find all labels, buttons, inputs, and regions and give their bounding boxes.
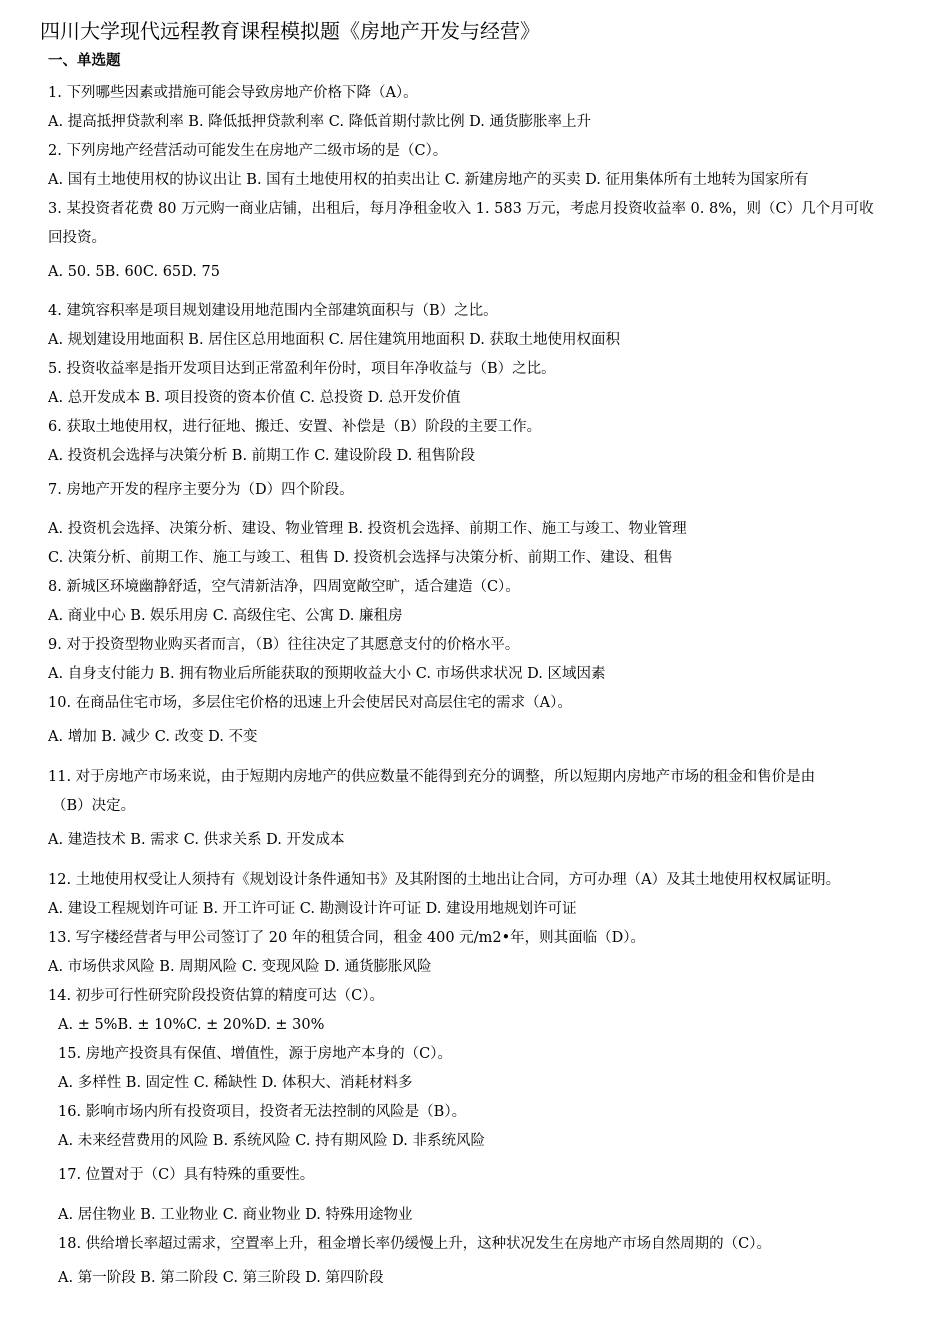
options-8: A. 商业中心 B. 娱乐用房 C. 高级住宅、公寓 D. 廉租房 (48, 608, 403, 624)
question-14: 14. 初步可行性研究阶段投资估算的精度可达（C）。 (48, 988, 385, 1004)
question-9: 9. 对于投资型物业购买者而言，（B）往往决定了其愿意支付的价格水平。 (48, 637, 520, 653)
question-17: 17. 位置对于（C）具有特殊的重要性。 (58, 1167, 315, 1183)
question-11: 11. 对于房地产市场来说，由于短期内房地产的供应数量不能得到充分的调整，所以短期内房地产市场的租金和售价是由 (48, 769, 816, 785)
options-4: A. 规划建设用地面积 B. 居住区总用地面积 C. 居住建筑用地面积 D. 获取土地使用权面积 (48, 332, 621, 348)
question-13: 13. 写字楼经营者与甲公司签订了 20 年的租赁合同，租金 400 元/m2•年，则其面临（D）。 (48, 930, 646, 946)
question-3: 3. 某投资者花费 80 万元购一商业店铺，出租后，每月净租金收入 1. 583 万元，考虑月投资收益率 0. 8%，则（C）几个月可收 (48, 201, 874, 217)
options-12: A. 建设工程规划许可证 B. 开工许可证 C. 勘测设计许可证 D. 建设用地规划许可证 (48, 901, 577, 917)
options-15: A. 多样性 B. 固定性 C. 稀缺性 D. 体积大、消耗材料多 (58, 1075, 413, 1091)
options-9: A. 自身支付能力 B. 拥有物业后所能获取的预期收益大小 C. 市场供求状况 D. 区域因素 (48, 666, 606, 682)
question-15: 15. 房地产投资具有保值、增值性，源于房地产本身的（C）。 (58, 1046, 453, 1062)
options-2: A. 国有土地使用权的协议出让 B. 国有土地使用权的拍卖出让 C. 新建房地产的买卖 D. 征用集体所有土地转为国家所有 (48, 172, 809, 188)
question-16: 16. 影响市场内所有投资项目，投资者无法控制的风险是（B）。 (58, 1104, 467, 1120)
options-17: A. 居住物业 B. 工业物业 C. 商业物业 D. 特殊用途物业 (58, 1207, 413, 1223)
question-1: 1. 下列哪些因素或措施可能会导致房地产价格下降（A）。 (48, 85, 418, 101)
question-12: 12. 土地使用权受让人须持有《规划设计条件通知书》及其附图的土地出让合同，方可办理（A）及其土地使用权权属证明。 (48, 872, 841, 888)
question-2: 2. 下列房地产经营活动可能发生在房地产二级市场的是（C）。 (48, 143, 448, 159)
options-5: A. 总开发成本 B. 项目投资的资本价值 C. 总投资 D. 总开发价值 (48, 390, 461, 406)
question-4: 4. 建筑容积率是项目规划建设用地范围内全部建筑面积与（B）之比。 (48, 303, 498, 319)
options-13: A. 市场供求风险 B. 周期风险 C. 变现风险 D. 通货膨胀风险 (48, 959, 432, 975)
question-10: 10. 在商品住宅市场，多层住宅价格的迅速上升会使居民对高层住宅的需求（A）。 (48, 695, 572, 711)
question-18: 18. 供给增长率超过需求，空置率上升，租金增长率仍缓慢上升，这种状况发生在房地产市场自然周期的（C）。 (58, 1236, 772, 1252)
options-10: A. 增加 B. 减少 C. 改变 D. 不变 (48, 729, 258, 745)
options-1: A. 提高抵押贷款利率 B. 降低抵押贷款利率 C. 降低首期付款比例 D. 通货膨胀率上升 (48, 114, 592, 130)
question-5: 5. 投资收益率是指开发项目达到正常盈利年份时，项目年净收益与（B）之比。 (48, 361, 556, 377)
question-7: 7. 房地产开发的程序主要分为（D）四个阶段。 (48, 482, 354, 498)
options-14: A. ± 5%B. ± 10%C. ± 20%D. ± 30% (58, 1017, 325, 1033)
options-6: A. 投资机会选择与决策分析 B. 前期工作 C. 建设阶段 D. 租售阶段 (48, 448, 476, 464)
options-7a: A. 投资机会选择、决策分析、建设、物业管理 B. 投资机会选择、前期工作、施工与竣工、物业管理 (48, 521, 687, 537)
question-11-continued: （B）决定。 (52, 798, 136, 814)
options-7b: C. 决策分析、前期工作、施工与竣工、租售 D. 投资机会选择与决策分析、前期工作、建设、租售 (48, 550, 673, 566)
options-16: A. 未来经营费用的风险 B. 系统风险 C. 持有期风险 D. 非系统风险 (58, 1133, 486, 1149)
options-18: A. 第一阶段 B. 第二阶段 C. 第三阶段 D. 第四阶段 (58, 1270, 384, 1286)
question-3-continued: 回投资。 (48, 230, 106, 246)
options-3: A. 50. 5B. 60C. 65D. 75 (48, 264, 220, 280)
question-8: 8. 新城区环境幽静舒适，空气清新洁净，四周宽敞空旷，适合建造（C）。 (48, 579, 520, 595)
document-title: 四川大学现代远程教育课程模拟题《房地产开发与经营》 (40, 19, 540, 43)
section-heading: 一、单选题 (48, 52, 121, 69)
options-11: A. 建造技术 B. 需求 C. 供求关系 D. 开发成本 (48, 832, 345, 848)
question-6: 6. 获取土地使用权，进行征地、搬迁、安置、补偿是（B）阶段的主要工作。 (48, 419, 542, 435)
